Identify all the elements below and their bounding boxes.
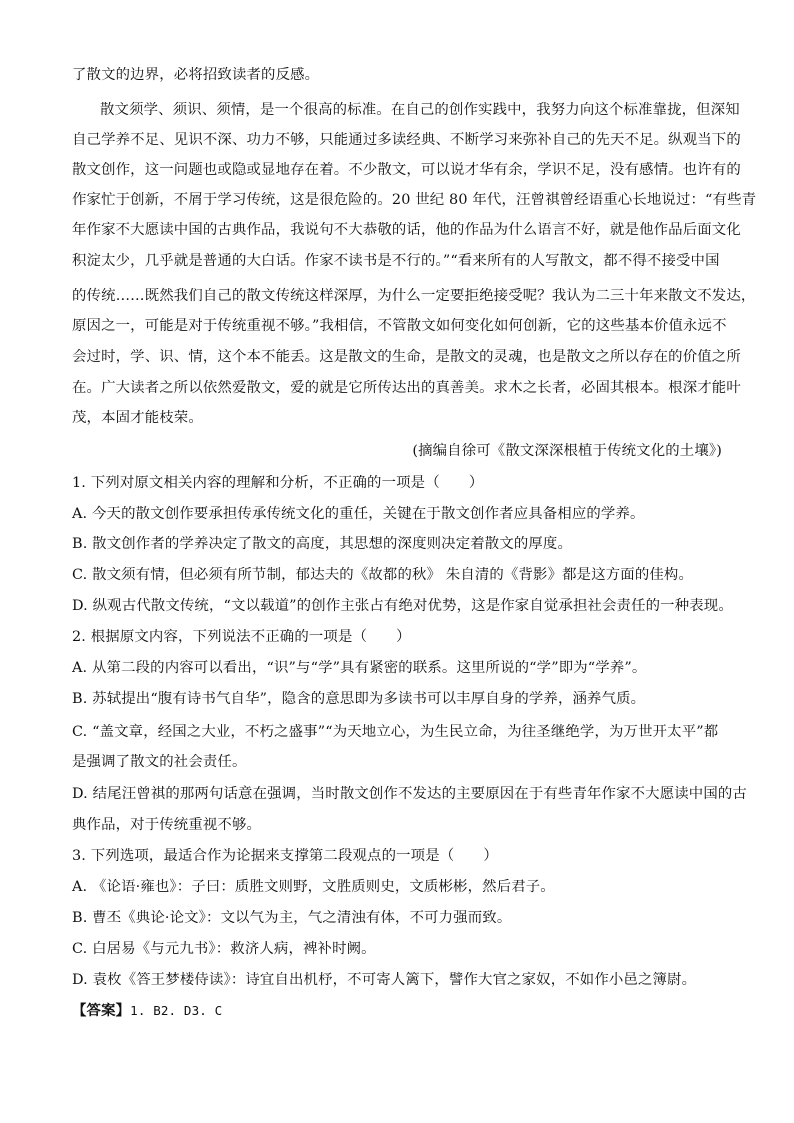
passage-line: 散文须学、须识、须情，是一个很高的标准。在自己的创作实践中，我努力向这个标准靠拢，但深知: [100, 102, 740, 118]
answer-text: 1. B2. D3. C: [130, 1003, 223, 1018]
question-option: B. 曹丕《典论·论文》：文以气为主，气之清浊有体，不可力强而致。: [72, 910, 512, 926]
question-stem: 1. 下列对原文相关内容的理解和分析，不正确的一项是（ ）: [72, 475, 484, 491]
question-option: C. 散文须有情，但必须有所节制，郁达夫的《故都的秋》 朱自清的《背影》都是这方面的佳构。: [72, 567, 693, 583]
answer-line: [72, 1003, 222, 1019]
passage-line: 了散文的边界，必将招致读者的反感。: [72, 67, 320, 83]
passage-line: 的传统……既然我们自己的散文传统这样深厚，为什么一定要拒绝接受呢？我认为二三十年来散文不发达，: [72, 288, 756, 304]
passage-line: 在。广大读者之所以依然爱散文，爱的就是它所传达出的真善美。求木之长者，必固其根本。根深才能叶: [72, 380, 741, 396]
question-option: B. 散文创作者的学养决定了散文的高度，其思想的深度则决定着散文的厚度。: [72, 536, 573, 552]
question-option: C. 白居易《与元九书》：救济人病，裨补时阙。: [72, 941, 376, 957]
passage-line: 茂，本固才能枝荣。: [72, 410, 203, 426]
question-option: A. 今天的散文创作要承担传承传统文化的重任，关键在于散文创作者应具备相应的学养。: [72, 506, 645, 522]
passage-line: 自己学养不足、见识不深、功力不够，只能通过多读经典、不断学习来弥补自己的先天不足。纵观当下的: [72, 132, 741, 148]
question-option: C. “盖文章，经国之大业，不朽之盛事”“为天地立心，为生民立命，为往圣继绝学，为万世开太平”都: [72, 724, 719, 740]
question-option: A. 《论语·雍也》：子曰：质胜文则野，文胜质则史，文质彬彬，然后君子。: [72, 879, 555, 895]
question-option: D. 结尾汪曾祺的那两句话意在强调，当时散文创作不发达的主要原因在于有些青年作家不大愿读中国的古: [72, 786, 747, 802]
question-stem: 2. 根据原文内容，下列说法不正确的一项是（ ）: [72, 629, 411, 645]
passage-line: 作家忙于创新，不屑于学习传统，这是很危险的。20 世纪 80 年代，汪曾祺曾经语重心长地说过：“有些青: [72, 192, 757, 208]
question-option: D. 袁枚《答王梦楼侍读》：诗宜自出机杼，不可寄人篱下，譬作大官之家奴，不如作小邑之簿尉。: [72, 972, 697, 988]
question-option: B. 苏轼提出“腹有诗书气自华”，隐含的意思即为多读书可以丰厚自身的学养，涵养气质。: [72, 691, 646, 707]
answer-label: 【答案】: [72, 1002, 131, 1019]
passage-line: 原因之一，可能是对于传统重视不够。”我相信，不管散文如何变化如何创新，它的这些基本价值永远不: [72, 318, 727, 334]
passage-line: 会过时，学、识、情，这个本不能丢。这是散文的生命，是散文的灵魂，也是散文之所以存在的价值之所: [72, 349, 741, 365]
question-option: 是强调了散文的社会责任。: [72, 754, 247, 770]
passage-line: 积淀太少，几乎就是普通的大白话。作家不读书是不行的。”“看来所有的人写散文，都不得不接受中国: [72, 253, 720, 269]
question-option: D. 纵观古代散文传统，“文以载道”的创作主张占有绝对优势，这是作家自觉承担社会责任的一种表现。: [72, 598, 733, 614]
question-option: 典作品，对于传统重视不够。: [72, 817, 262, 833]
question-stem: 3. 下列选项，最适合作为论据来支撑第二段观点的一项是（ ）: [72, 848, 498, 864]
question-option: A. 从第二段的内容可以看出，“识”与“学”具有紧密的联系。这里所说的“学”即为“学养”。: [72, 660, 647, 676]
passage-line: 年作家不大愿读中国的古典作品，我说句不大恭敬的话，他的作品为什么语言不好，就是他作品后面文化: [72, 222, 741, 238]
passage-line: 散文创作，这一问题也或隐或显地存在着。不少散文，可以说才华有余，学识不足，没有感情。也许有的: [72, 162, 741, 178]
passage-source: (摘编自徐可《散文深深根植于传统文化的土壤》): [412, 443, 722, 459]
